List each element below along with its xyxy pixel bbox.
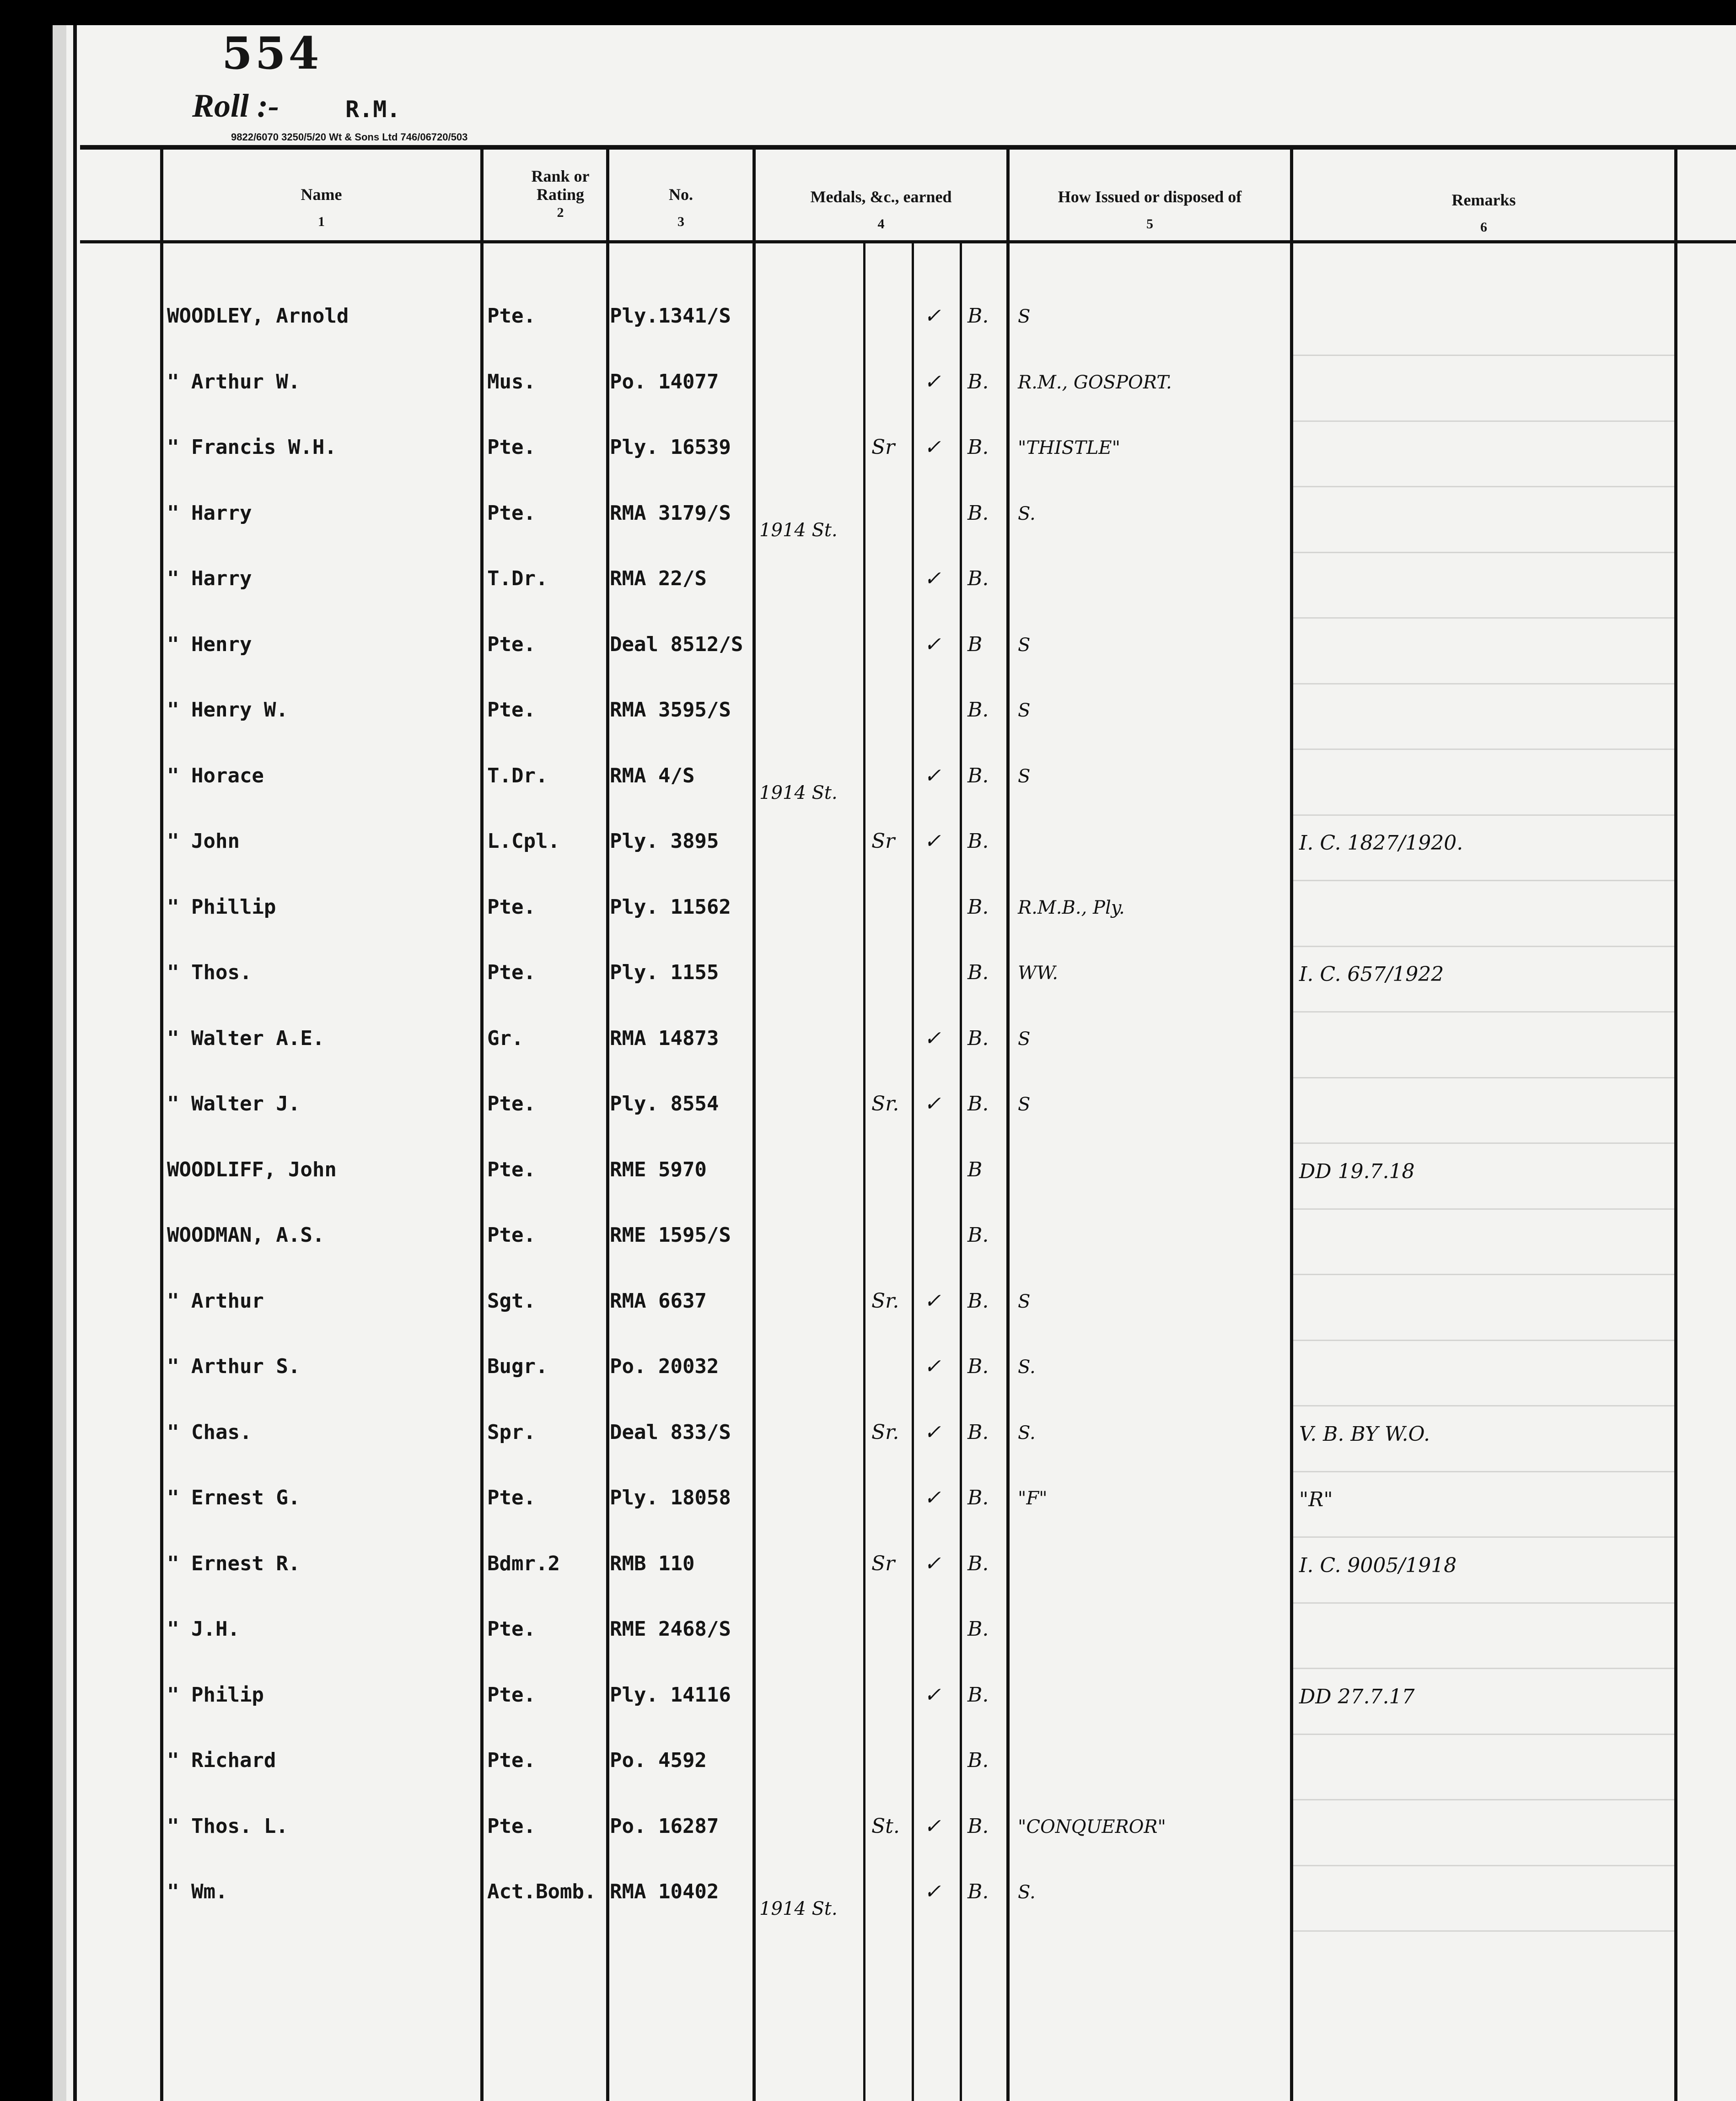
rule-col-name-left	[160, 146, 163, 2101]
row-b-mark: B.	[967, 1223, 989, 1247]
row-b-mark: B.	[967, 895, 989, 919]
row-sr-mark: Sr	[871, 1552, 895, 1575]
row-b-mark: B.	[967, 698, 989, 722]
row-issued: "THISTLE"	[1018, 437, 1121, 458]
row-name: " Harry	[167, 501, 252, 525]
row-issued: S	[1018, 1094, 1031, 1115]
col-header-no-title: No.	[669, 185, 693, 204]
row-name: " J.H.	[167, 1617, 240, 1641]
row-rank: Mus.	[487, 370, 536, 393]
row-name: " Thos.	[167, 961, 252, 984]
row-service-number: Ply. 1155	[610, 961, 719, 984]
col-header-name-title: Name	[301, 185, 342, 204]
row-service-number: Ply.1341/S	[610, 304, 731, 328]
row-v-mark: ✓	[924, 830, 941, 853]
row-service-number: RMA 3595/S	[610, 698, 731, 722]
row-rank: Pte.	[487, 1223, 536, 1247]
row-service-number: Ply. 8554	[610, 1092, 719, 1115]
row-name: " Philip	[167, 1683, 264, 1707]
row-issued: S	[1018, 634, 1031, 656]
row-name: " Wm.	[167, 1880, 228, 1903]
row-v-mark: ✓	[924, 632, 941, 656]
row-remarks: I. C. 9005/1918	[1299, 1553, 1457, 1577]
row-service-number: RMA 6637	[610, 1289, 707, 1313]
row-remarks: "R"	[1299, 1488, 1333, 1511]
row-b-mark: B.	[967, 1026, 989, 1050]
row-remarks: I. C. 657/1922	[1299, 963, 1444, 986]
row-name: " Arthur	[167, 1289, 264, 1313]
row-v-mark: ✓	[924, 1814, 941, 1838]
row-rank: Pte.	[487, 1158, 536, 1181]
remarks-ruled-line	[1293, 486, 1674, 487]
row-v-mark: ✓	[924, 1092, 941, 1115]
col-header-rank	[524, 167, 597, 222]
row-remarks: I. C. 1827/1920.	[1299, 831, 1463, 855]
remarks-ruled-line	[1293, 814, 1674, 816]
row-issued: S	[1018, 700, 1031, 721]
page-number: 554	[222, 27, 322, 79]
rule-after-rank	[606, 146, 609, 2101]
remarks-ruled-line	[1293, 1011, 1674, 1013]
row-issued: S.	[1018, 1422, 1036, 1444]
row-b-mark: B.	[967, 304, 989, 328]
row-b-mark: B.	[967, 501, 989, 525]
row-service-number: Po. 4592	[610, 1749, 707, 1772]
row-issued: "F"	[1018, 1488, 1048, 1509]
row-rank: Pte.	[487, 961, 536, 984]
row-service-number: RME 5970	[610, 1158, 707, 1181]
row-b-mark: B.	[967, 1355, 989, 1378]
row-issued: S.	[1018, 1882, 1036, 1903]
col-header-no-number: 3	[677, 214, 684, 229]
row-service-number: RMA 10402	[610, 1880, 719, 1903]
row-name: WOODLIFF, John	[167, 1158, 337, 1181]
row-sr-mark: Sr	[871, 436, 895, 459]
remarks-ruled-line	[1293, 617, 1674, 619]
row-name: WOODLEY, Arnold	[167, 304, 349, 328]
remarks-ruled-line	[1293, 1734, 1674, 1735]
row-b-mark: B.	[967, 370, 989, 393]
row-v-mark: ✓	[924, 764, 941, 787]
row-sr-mark: Sr	[871, 830, 895, 853]
rule-after-issued	[1290, 146, 1293, 2101]
remarks-ruled-line	[1293, 420, 1674, 422]
row-issued: R.M.B., Ply.	[1018, 897, 1125, 918]
row-rank: Pte.	[487, 304, 536, 328]
row-v-mark: ✓	[924, 304, 941, 328]
header-top-rule	[80, 145, 1736, 150]
row-name: " Harry	[167, 567, 252, 590]
col-header-remarks-number: 6	[1480, 220, 1487, 235]
row-service-number: Deal 8512/S	[610, 632, 743, 656]
row-remarks: DD 27.7.17	[1299, 1685, 1415, 1708]
remarks-ruled-line	[1293, 946, 1674, 947]
remarks-ruled-line	[1293, 880, 1674, 881]
row-issued: S	[1018, 306, 1031, 327]
row-issued: S	[1018, 765, 1031, 787]
row-v-mark: ✓	[924, 436, 941, 459]
row-issued: WW.	[1018, 963, 1058, 984]
row-v-mark: ✓	[924, 370, 941, 393]
row-v-mark: ✓	[924, 1026, 941, 1050]
row-issued: S	[1018, 1291, 1031, 1312]
row-service-number: Deal 833/S	[610, 1420, 731, 1444]
row-service-number: Po. 14077	[610, 370, 719, 393]
row-service-number: RME 1595/S	[610, 1223, 731, 1247]
row-b-mark: B.	[967, 1092, 989, 1115]
row-b-mark: B.	[967, 1486, 989, 1509]
row-name: " Francis W.H.	[167, 436, 337, 459]
roll-sheet	[53, 25, 1736, 2101]
rule-right	[1674, 146, 1677, 2101]
page-edge	[53, 25, 66, 2101]
row-issued: S	[1018, 1028, 1031, 1050]
row-b-mark: B.	[967, 1749, 989, 1772]
row-b-mark: B	[967, 632, 983, 656]
col-header-rank-number: 2	[557, 205, 564, 220]
remarks-ruled-line	[1293, 1405, 1674, 1406]
remarks-ruled-line	[1293, 1668, 1674, 1669]
row-name: " Walter A.E.	[167, 1026, 325, 1050]
roll-value: R.M.	[345, 96, 401, 123]
remarks-ruled-line	[1293, 1077, 1674, 1078]
col-header-issued-number: 5	[1146, 216, 1153, 232]
row-rank: Pte.	[487, 1092, 536, 1115]
row-name: " Thos. L.	[167, 1814, 288, 1838]
row-b-mark: B.	[967, 764, 989, 787]
col-header-medals	[756, 188, 1006, 233]
row-service-number: RMA 14873	[610, 1026, 719, 1050]
row-name: WOODMAN, A.S.	[167, 1223, 325, 1247]
row-name: " Walter J.	[167, 1092, 301, 1115]
remarks-ruled-line	[1293, 1142, 1674, 1144]
remarks-ruled-line	[1293, 1930, 1674, 1932]
row-issued: S.	[1018, 1357, 1036, 1378]
remarks-ruled-line	[1293, 1865, 1674, 1866]
row-rank: Pte.	[487, 1749, 536, 1772]
rule-after-no	[752, 146, 756, 2101]
rule-medals-sub-1	[863, 243, 865, 2101]
row-name: " Arthur W.	[167, 370, 301, 393]
row-name: " Arthur S.	[167, 1355, 301, 1378]
row-b-mark: B.	[967, 1552, 989, 1575]
row-v-mark: ✓	[924, 1880, 941, 1903]
row-rank: Sgt.	[487, 1289, 536, 1313]
row-sr-mark: Sr.	[871, 1420, 899, 1444]
row-issued: "CONQUEROR"	[1018, 1816, 1166, 1837]
row-star-medal: 1914 St.	[759, 782, 838, 803]
row-b-mark: B.	[967, 567, 989, 590]
rule-after-name	[480, 146, 484, 2101]
col-header-medals-title: Medals, &c., earned	[810, 188, 952, 206]
row-issued: R.M., GOSPORT.	[1018, 372, 1172, 393]
row-rank: Pte.	[487, 1814, 536, 1838]
row-service-number: RMA 4/S	[610, 764, 695, 787]
row-rank: Pte.	[487, 436, 536, 459]
col-header-medals-number: 4	[877, 216, 885, 232]
row-rank: Act.Bomb.	[487, 1880, 597, 1903]
row-service-number: Ply. 3895	[610, 830, 719, 853]
row-service-number: RMA 3179/S	[610, 501, 731, 525]
remarks-ruled-line	[1293, 1799, 1674, 1800]
row-service-number: RMB 110	[610, 1552, 695, 1575]
row-star-medal: 1914 St.	[759, 519, 838, 541]
row-service-number: RMA 22/S	[610, 567, 707, 590]
row-b-mark: B.	[967, 1617, 989, 1641]
row-v-mark: ✓	[924, 1355, 941, 1378]
col-header-name-number: 1	[318, 214, 325, 229]
row-b-mark: B.	[967, 1880, 989, 1903]
row-b-mark: B	[967, 1158, 983, 1181]
printer-line: 9822/6070 3250/5/20 Wt & Sons Ltd 746/06720/503	[231, 131, 468, 143]
row-issued: S.	[1018, 503, 1036, 524]
row-rank: Pte.	[487, 698, 536, 722]
row-sr-mark: Sr.	[871, 1092, 899, 1115]
row-rank: Pte.	[487, 895, 536, 919]
row-b-mark: B.	[967, 436, 989, 459]
remarks-ruled-line	[1293, 552, 1674, 553]
remarks-ruled-line	[1293, 1602, 1674, 1604]
row-b-mark: B.	[967, 1814, 989, 1838]
row-service-number: Ply. 16539	[610, 436, 731, 459]
row-name: " Horace	[167, 764, 264, 787]
row-service-number: RME 2468/S	[610, 1617, 731, 1641]
row-rank: L.Cpl.	[487, 830, 560, 853]
rule-medals-sub-2	[912, 243, 914, 2101]
remarks-ruled-line	[1293, 749, 1674, 750]
row-name: " Henry	[167, 632, 252, 656]
row-rank: T.Dr.	[487, 764, 548, 787]
row-remarks: DD 19.7.18	[1299, 1159, 1415, 1183]
rule-after-medals	[1006, 146, 1010, 2101]
col-header-remarks-title: Remarks	[1451, 191, 1516, 209]
remarks-ruled-line	[1293, 683, 1674, 684]
remarks-ruled-line	[1293, 1471, 1674, 1472]
row-b-mark: B.	[967, 830, 989, 853]
row-rank: Pte.	[487, 1617, 536, 1641]
remarks-ruled-line	[1293, 1208, 1674, 1210]
row-v-mark: ✓	[924, 1486, 941, 1509]
roll-label: Roll :-	[192, 87, 279, 124]
row-v-mark: ✓	[924, 1552, 941, 1575]
row-service-number: Po. 16287	[610, 1814, 719, 1838]
row-name: " Ernest R.	[167, 1552, 301, 1575]
row-service-number: Po. 20032	[610, 1355, 719, 1378]
row-rank: Gr.	[487, 1026, 524, 1050]
col-header-issued-title: How Issued or disposed of	[1058, 188, 1242, 206]
row-name: " Ernest G.	[167, 1486, 301, 1509]
row-remarks: V. B. BY W.O.	[1299, 1422, 1430, 1446]
col-header-rank-title: Rank or Rating	[531, 167, 590, 204]
row-rank: Pte.	[487, 1486, 536, 1509]
row-rank: Bugr.	[487, 1355, 548, 1378]
col-header-remarks	[1293, 191, 1674, 237]
row-b-mark: B.	[967, 1289, 989, 1313]
row-service-number: Ply. 11562	[610, 895, 731, 919]
row-rank: Pte.	[487, 632, 536, 656]
rule-medals-sub-3	[960, 243, 962, 2101]
row-sr-mark: St.	[871, 1814, 900, 1838]
row-b-mark: B.	[967, 1683, 989, 1707]
row-name: " John	[167, 830, 240, 853]
row-star-medal: 1914 St.	[759, 1898, 838, 1919]
remarks-ruled-line	[1293, 355, 1674, 356]
row-v-mark: ✓	[924, 1289, 941, 1313]
row-rank: Pte.	[487, 1683, 536, 1707]
row-b-mark: B.	[967, 961, 989, 984]
row-service-number: Ply. 14116	[610, 1683, 731, 1707]
col-header-issued	[1010, 188, 1290, 233]
remarks-ruled-line	[1293, 1340, 1674, 1341]
col-header-name	[162, 185, 480, 231]
row-name: " Chas.	[167, 1420, 252, 1444]
row-name: " Richard	[167, 1749, 276, 1772]
row-rank: Spr.	[487, 1420, 536, 1444]
row-rank: Pte.	[487, 501, 536, 525]
page-edge-line	[73, 25, 77, 2101]
row-service-number: Ply. 18058	[610, 1486, 731, 1509]
col-header-no	[609, 185, 752, 231]
row-rank: Bdmr.2	[487, 1552, 560, 1575]
row-rank: T.Dr.	[487, 567, 548, 590]
row-v-mark: ✓	[924, 1683, 941, 1707]
row-b-mark: B.	[967, 1420, 989, 1444]
remarks-ruled-line	[1293, 1536, 1674, 1538]
row-name: " Phillip	[167, 895, 276, 919]
header-bottom-rule	[80, 240, 1736, 243]
row-v-mark: ✓	[924, 567, 941, 590]
remarks-ruled-line	[1293, 1274, 1674, 1275]
row-sr-mark: Sr.	[871, 1289, 899, 1313]
row-name: " Henry W.	[167, 698, 288, 722]
row-v-mark: ✓	[924, 1420, 941, 1444]
